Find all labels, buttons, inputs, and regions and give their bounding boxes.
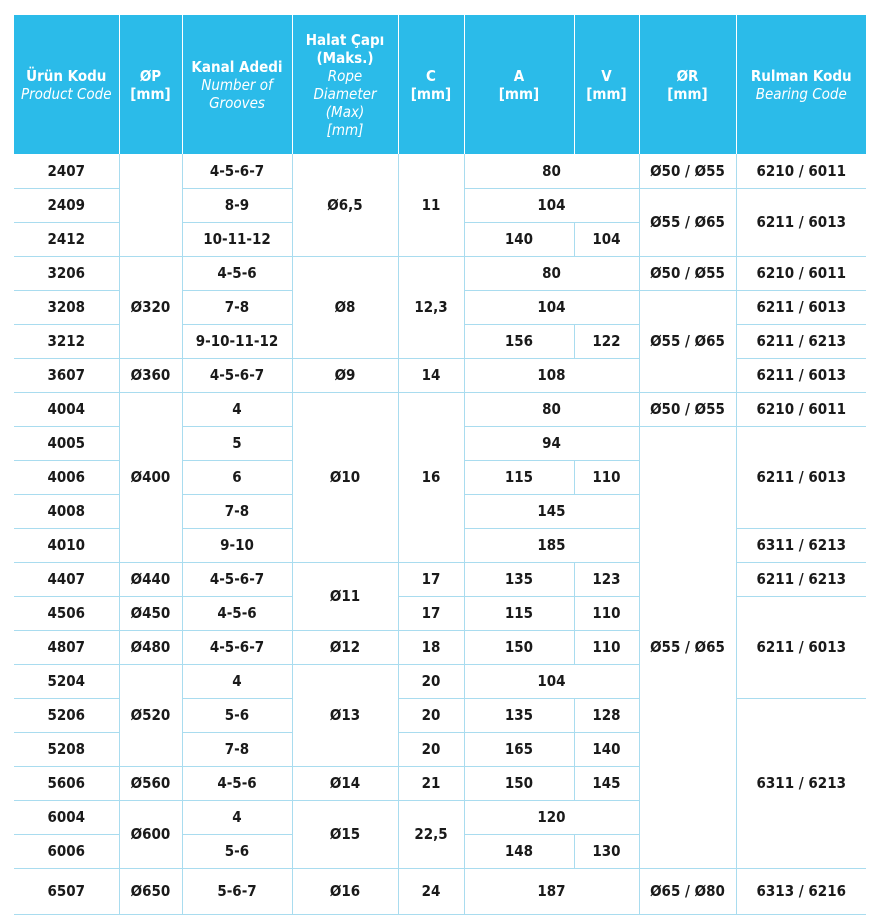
v-cell: 110 [574,596,639,630]
grooves-cell: 4 [182,800,292,834]
product-code-cell: 3208 [14,290,119,324]
grooves-cell: 5-6-7 [182,868,292,914]
table-row [14,562,866,596]
v-cell: 123 [574,562,639,596]
av-cell: 80 [464,392,639,426]
bearing-cell: 6211 / 6013 [736,290,866,324]
table-row [14,392,866,426]
product-code-cell: 6004 [14,800,119,834]
bearing-cell: 6210 / 6011 [736,392,866,426]
op-cell: Ø440 [119,562,182,596]
a-cell: 115 [464,596,574,630]
product-code-cell: 3206 [14,256,119,290]
c-cell: 12,3 [398,256,464,358]
op-cell: Ø650 [119,868,182,914]
a-cell: 156 [464,324,574,358]
product-code-cell: 5206 [14,698,119,732]
av-cell: 120 [464,800,639,834]
grooves-cell: 9-10 [182,528,292,562]
c-cell: 22,5 [398,800,464,868]
v-cell: 140 [574,732,639,766]
header-a: A [mm] [464,15,574,154]
bearing-cell: 6210 / 6011 [736,154,866,188]
a-cell: 140 [464,222,574,256]
bearing-cell: 6211 / 6013 [736,426,866,528]
product-code-cell: 3607 [14,358,119,392]
grooves-cell: 4-5-6-7 [182,154,292,188]
product-code-cell: 4008 [14,494,119,528]
v-cell: 110 [574,460,639,494]
av-cell: 104 [464,290,639,324]
or-cell: Ø50 / Ø55 [639,154,736,188]
av-cell: 94 [464,426,639,460]
v-cell: 122 [574,324,639,358]
bearing-cell: 6211 / 6013 [736,188,866,256]
product-code-cell: 2407 [14,154,119,188]
bearing-cell: 6211 / 6213 [736,324,866,358]
c-cell: 14 [398,358,464,392]
grooves-cell: 4-5-6-7 [182,358,292,392]
product-code-cell: 4807 [14,630,119,664]
rope-cell: Ø8 [292,256,398,358]
rope-cell: Ø16 [292,868,398,914]
a-cell: 135 [464,698,574,732]
grooves-cell: 7-8 [182,732,292,766]
av-cell: 80 [464,256,639,290]
product-spec-table [14,15,866,915]
op-cell: Ø400 [119,392,182,562]
bearing-cell: 6313 / 6216 [736,868,866,914]
or-cell: Ø50 / Ø55 [639,256,736,290]
header-c: C [mm] [398,15,464,154]
op-cell: Ø320 [119,256,182,358]
c-cell: 20 [398,664,464,698]
header-op: ØP [mm] [119,15,182,154]
rope-cell: Ø13 [292,664,398,766]
v-cell: 128 [574,698,639,732]
grooves-cell: 4-5-6 [182,256,292,290]
rope-cell: Ø9 [292,358,398,392]
or-cell: Ø55 / Ø65 [639,290,736,392]
bearing-cell: 6210 / 6011 [736,256,866,290]
product-code-cell: 5606 [14,766,119,800]
av-cell: 108 [464,358,639,392]
op-cell: Ø600 [119,800,182,868]
table-row [14,596,866,630]
c-cell: 16 [398,392,464,562]
product-code-cell: 4407 [14,562,119,596]
op-cell: Ø520 [119,664,182,766]
grooves-cell: 4-5-6-7 [182,562,292,596]
header-rope-diameter: Halat Çapı (Maks.) Rope Diameter (Max) [mm] [292,15,398,154]
product-code-cell: 2412 [14,222,119,256]
product-code-cell: 4006 [14,460,119,494]
op-cell: Ø360 [119,358,182,392]
rope-cell: Ø10 [292,392,398,562]
v-cell: 145 [574,766,639,800]
av-cell: 145 [464,494,639,528]
header-v: V [mm] [574,15,639,154]
a-cell: 148 [464,834,574,868]
or-cell: Ø55 / Ø65 [639,426,736,868]
c-cell: 18 [398,630,464,664]
av-cell: 104 [464,664,639,698]
c-cell: 20 [398,732,464,766]
bearing-cell: 6211 / 6013 [736,596,866,698]
c-cell: 20 [398,698,464,732]
rope-cell: Ø14 [292,766,398,800]
product-code-cell: 5208 [14,732,119,766]
v-cell: 130 [574,834,639,868]
av-cell: 187 [464,868,639,914]
c-cell: 21 [398,766,464,800]
c-cell: 17 [398,562,464,596]
rope-cell: Ø15 [292,800,398,868]
op-cell: Ø480 [119,630,182,664]
rope-cell: Ø12 [292,630,398,664]
product-code-cell: 2409 [14,188,119,222]
av-cell: 185 [464,528,639,562]
product-code-cell: 4010 [14,528,119,562]
rope-cell: Ø6,5 [292,154,398,256]
a-cell: 115 [464,460,574,494]
bearing-cell: 6311 / 6213 [736,698,866,868]
rope-cell: Ø11 [292,562,398,630]
v-cell: 110 [574,630,639,664]
grooves-cell: 9-10-11-12 [182,324,292,358]
header-grooves: Kanal Adedi Number of Grooves [182,15,292,154]
c-cell: 11 [398,154,464,256]
header-or: ØR [mm] [639,15,736,154]
product-code-cell: 3212 [14,324,119,358]
bearing-cell: 6211 / 6213 [736,562,866,596]
table-row [14,256,866,290]
av-cell: 104 [464,188,639,222]
or-cell: Ø50 / Ø55 [639,392,736,426]
table-row [14,358,866,392]
a-cell: 150 [464,630,574,664]
grooves-cell: 8-9 [182,188,292,222]
a-cell: 165 [464,732,574,766]
product-code-cell: 4005 [14,426,119,460]
table-row [14,868,866,914]
product-code-cell: 6006 [14,834,119,868]
product-code-cell: 5204 [14,664,119,698]
grooves-cell: 6 [182,460,292,494]
table-row [14,154,866,188]
header-row [14,15,866,154]
grooves-cell: 7-8 [182,290,292,324]
a-cell: 150 [464,766,574,800]
c-cell: 17 [398,596,464,630]
grooves-cell: 5-6 [182,834,292,868]
op-cell [119,154,182,256]
grooves-cell: 4-5-6 [182,596,292,630]
or-cell: Ø55 / Ø65 [639,188,736,256]
grooves-cell: 4-5-6 [182,766,292,800]
op-cell: Ø560 [119,766,182,800]
op-cell: Ø450 [119,596,182,630]
grooves-cell: 5 [182,426,292,460]
grooves-cell: 10-11-12 [182,222,292,256]
grooves-cell: 7-8 [182,494,292,528]
or-cell: Ø65 / Ø80 [639,868,736,914]
bearing-cell: 6311 / 6213 [736,528,866,562]
grooves-cell: 4-5-6-7 [182,630,292,664]
grooves-cell: 4 [182,392,292,426]
a-cell: 135 [464,562,574,596]
header-product-code: Ürün Kodu Product Code [14,15,119,154]
header-bearing-code: Rulman Kodu Bearing Code [736,15,866,154]
c-cell: 24 [398,868,464,914]
product-code-cell: 4506 [14,596,119,630]
grooves-cell: 4 [182,664,292,698]
product-code-cell: 6507 [14,868,119,914]
grooves-cell: 5-6 [182,698,292,732]
av-cell: 80 [464,154,639,188]
v-cell: 104 [574,222,639,256]
product-code-cell: 4004 [14,392,119,426]
bearing-cell: 6211 / 6013 [736,358,866,392]
